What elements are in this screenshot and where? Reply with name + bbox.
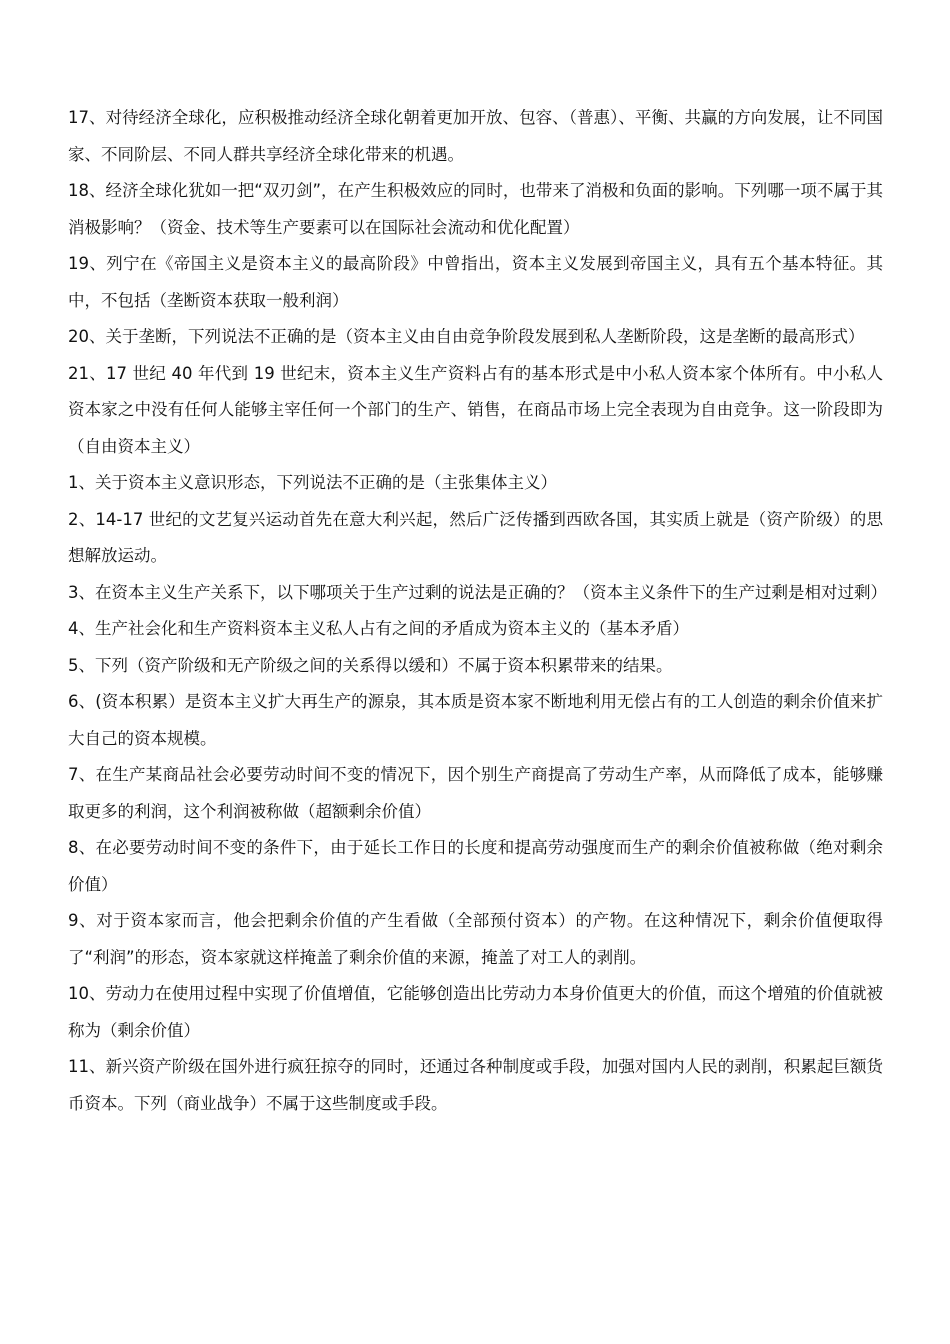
- question-17: 17、对待经济全球化，应积极推动经济全球化朝着更加开放、包容、（普惠）、平衡、共赢的方向发展，让不同国家、不同阶层、不同人群共享经济全球化带来的机遇。: [68, 108, 883, 164]
- question-8: 8、在必要劳动时间不变的条件下，由于延长工作日的长度和提高劳动强度而生产的剩余价值被称做（绝对剩余价值）: [68, 838, 883, 894]
- question-21: 21、17 世纪 40 年代到 19 世纪末，资本主义生产资料占有的基本形式是中小私人资本家个体所有。中小私人资本家之中没有任何人能够主宰任何一个部门的生产、销售，在商品市场上完全表现为自由竞争。这一阶段即为（自由资本主义）: [68, 363, 883, 456]
- question-2: 2、14-17 世纪的文艺复兴运动首先在意大利兴起，然后广泛传播到西欧各国，其实质上就是（资产阶级）的思想解放运动。: [68, 509, 883, 565]
- question-10: 10、劳动力在使用过程中实现了价值增值，它能够创造出比劳动力本身价值更大的价值，而这个增殖的价值就被称为（剩余价值）: [68, 984, 883, 1040]
- question-4: 4、生产社会化和生产资料资本主义私人占有之间的矛盾成为资本主义的（基本矛盾）: [68, 619, 689, 638]
- question-11: 11、新兴资产阶级在国外进行疯狂掠夺的同时，还通过各种制度或手段，加强对国内人民的剥削，积累起巨额货币资本。下列（商业战争）不属于这些制度或手段。: [68, 1057, 883, 1113]
- question-1: 1、关于资本主义意识形态，下列说法不正确的是（主张集体主义）: [68, 473, 557, 492]
- question-3: 3、在资本主义生产关系下，以下哪项关于生产过剩的说法是正确的？（资本主义条件下的生产过剩是相对过剩）: [68, 582, 887, 602]
- question-9: 9、对于资本家而言，他会把剩余价值的产生看做（全部预付资本）的产物。在这种情况下，剩余价值便取得了“利润”的形态，资本家就这样掩盖了剩余价值的来源，掩盖了对工人的剥削。: [68, 911, 883, 967]
- question-18: 18、经济全球化犹如一把“双刃剑”，在产生积极效应的同时，也带来了消极和负面的影响。下列哪一项不属于其消极影响？（资金、技术等生产要素可以在国际社会流动和优化配置）: [68, 181, 883, 237]
- question-7: 7、在生产某商品社会必要劳动时间不变的情况下，因个别生产商提高了劳动生产率，从而降低了成本，能够赚取更多的利润，这个利润被称做（超额剩余价值）: [68, 765, 883, 821]
- question-5: 5、下列（资产阶级和无产阶级之间的关系得以缓和）不属于资本积累带来的结果。: [68, 655, 673, 675]
- question-6: 6、(资本积累）是资本主义扩大再生产的源泉，其本质是资本家不断地利用无偿占有的工人创造的剩余价值来扩大自己的资本规模。: [68, 692, 883, 748]
- question-20: 20、关于垄断，下列说法不正确的是（资本主义由自由竞争阶段发展到私人垄断阶段，这是垄断的最高形式）: [68, 327, 865, 346]
- document-body: [68, 100, 887, 1122]
- question-19: 19、列宁在《帝国主义是资本主义的最高阶段》中曾指出，资本主义发展到帝国主义，具有五个基本特征。其中，不包括（垄断资本获取一般利润）: [68, 254, 883, 310]
